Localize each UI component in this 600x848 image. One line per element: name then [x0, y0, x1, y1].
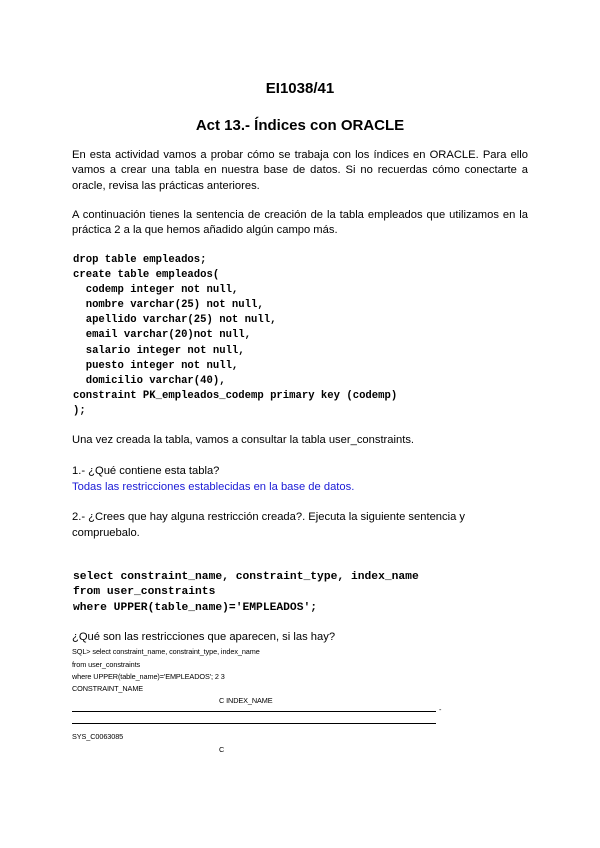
code-line: select constraint_name, constraint_type, index_name — [73, 571, 419, 583]
intro-paragraph-1: En esta actividad vamos a probar cómo se trabaja con los índices en ORACLE. Para ello vamos a crear una tabla en nuestra base de datos. Si no recuerdas cómo conectarte a oracle, revisa las prácticas anteriores. — [72, 149, 528, 192]
question-2-line-1: 2.- ¿Crees que hay alguna restricción creada?. Ejecuta la siguiente sentencia y — [72, 511, 466, 523]
activity-title: Act 13.- Índices con ORACLE — [195, 117, 405, 134]
sql-where-line: where UPPER(table_name)='EMPLEADOS'; 2 3 — [72, 672, 225, 681]
course-code-heading: EI1038/41 — [265, 80, 335, 97]
question-1: 1.- ¿Qué contiene esta tabla? — [72, 465, 220, 477]
code-line: ); — [73, 404, 86, 417]
code-line: puesto integer not null, — [73, 359, 239, 372]
select-code-block — [73, 570, 419, 616]
sql-prompt-line: SQL> select constraint_name, constraint_type, index_name — [72, 647, 260, 656]
column-header-constraint-name: CONSTRAINT_NAME — [72, 684, 144, 693]
question-2-line-2: compruebalo. — [72, 527, 140, 539]
answer-1: Todas las restricciones establecidas en la base de datos. — [72, 481, 355, 493]
question-3: ¿Qué son las restricciones que aparecen, si las hay? — [72, 631, 336, 643]
intro-paragraph-2: A continuación tienes la sentencia de creación de la tabla empleados que utilizamos en la práctica 2 a la que hemos añadido algún campo más. — [72, 209, 528, 237]
separator-line — [72, 723, 436, 724]
result-constraint-name: SYS_C0063085 — [72, 732, 124, 741]
code-line: codemp integer not null, — [73, 284, 239, 297]
code-line: where UPPER(table_name)='EMPLEADOS'; — [73, 601, 318, 614]
create-table-code-block — [73, 253, 397, 419]
after-create-text: Una vez creada la tabla, vamos a consultar la tabla user_constraints. — [72, 434, 415, 446]
code-line: salario integer not null, — [73, 344, 245, 357]
code-line: from user_constraints — [73, 586, 216, 599]
code-line: constraint PK_empleados_codemp primary key (codemp) — [73, 389, 398, 402]
result-constraint-type: C — [219, 745, 225, 754]
code-line: nombre varchar(25) not null, — [73, 299, 264, 312]
separator-line — [72, 711, 436, 712]
code-line: domicilio varchar(40), — [73, 374, 226, 387]
separator-tail: - — [439, 705, 442, 714]
code-line: create table empleados( — [73, 269, 220, 282]
sql-from-line: from user_constraints — [72, 660, 141, 669]
code-line: email varchar(20)not null, — [73, 329, 252, 342]
code-line: drop table empleados; — [73, 254, 207, 266]
code-line: apellido varchar(25) not null, — [73, 314, 277, 327]
column-header-type-index: C INDEX_NAME — [219, 696, 273, 705]
